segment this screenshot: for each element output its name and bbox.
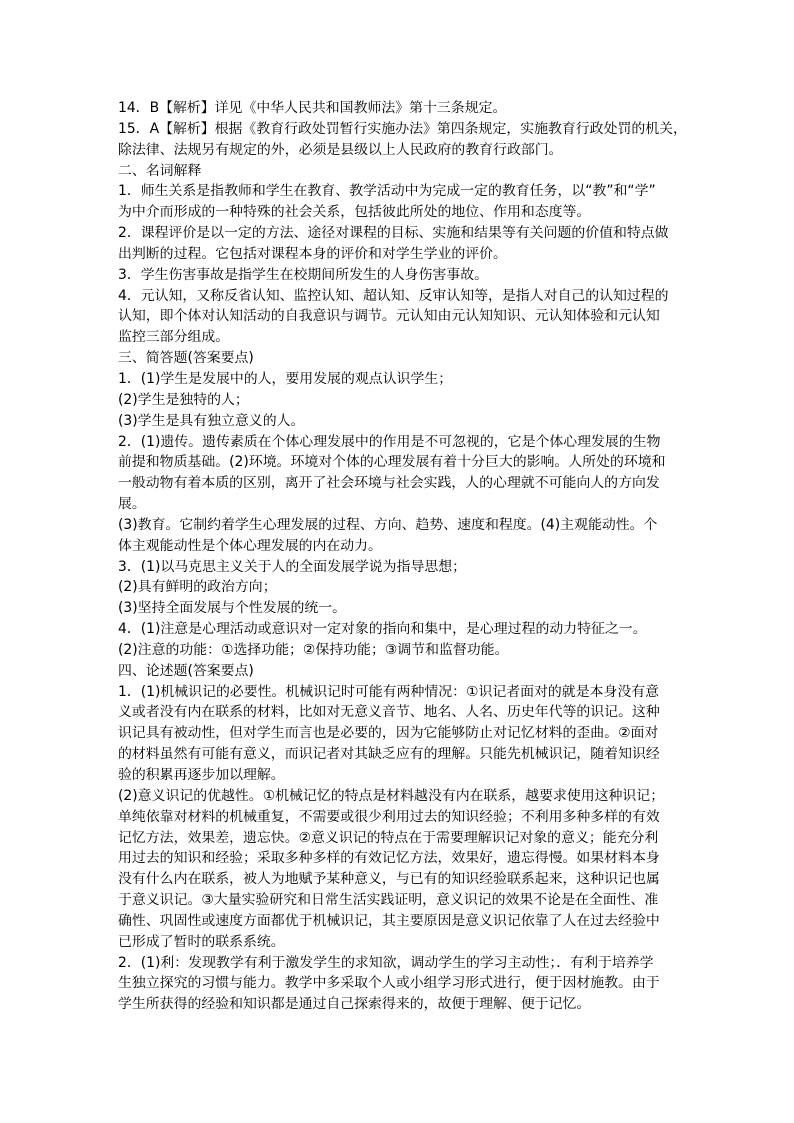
document-page <box>118 98 687 1036</box>
paragraph-line: 1．(1)机械识记的必要性。机械识记时可能有两种情况：①识记者面对的就是本身没有意 <box>118 683 660 700</box>
paragraph-line: (3)坚持全面发展与个性发展的统一。 <box>118 600 347 617</box>
paragraph-line: 单纯依靠对材料的机械重复，不需要或很少利用过去的知识经验；不利用多种多样的有效 <box>118 808 660 825</box>
paragraph-line: (2)具有鲜明的政治方向； <box>118 579 277 596</box>
paragraph-line: 1．师生关系是指教师和学生在教育、教学活动中为完成一定的教育任务，以“教”和“学” <box>118 183 656 200</box>
paragraph-line: 认知，即个体对认知活动的自我意识与调节。元认知由元认知知识、元认知体验和元认知 <box>118 308 660 325</box>
paragraph-line: (3)教育。它制约着学生心理发展的过程、方向、趋势、速度和程度。(4)主观能动性。个 <box>118 516 658 533</box>
paragraph-line: 一般动物有着本质的区别，离开了社会环境与社会实践，人的心理就不可能向人的方向发 <box>118 475 660 492</box>
answer-15-line-1: 15．A【解析】根据《教育行政处罚暂行实施办法》第四条规定，实施教育行政处罚的机关， <box>118 120 687 137</box>
paragraph-line: 识记具有被动性，但对学生而言也是必要的，因为它能够防止对记忆材料的歪曲。②面对 <box>118 725 659 742</box>
paragraph-line: 生独立探究的习惯与能力。教学中多采取个人或小组学习形式进行，便于因材施教。由于 <box>118 975 660 992</box>
section-heading-term-explanation: 二、名词解释 <box>118 162 202 179</box>
paragraph-line: 的材料虽然有可能有意义，而识记者对其缺乏应有的理解。只能先机械识记，随着知识经 <box>118 746 660 763</box>
paragraph-line: 为中介而形成的一种特殊的社会关系，包括彼此所处的地位、作用和态度等。 <box>118 204 591 221</box>
paragraph-line: 义或者没有内在联系的材料，比如对无意义音节、地名、人名、历史年代等的识记。这种 <box>118 704 660 721</box>
paragraph-line: 3．学生伤害事故是指学生在校期间所发生的人身伤害事故。 <box>118 266 488 283</box>
section-heading-essay: 四、论述题(答案要点) <box>118 662 254 679</box>
paragraph-line: 出判断的过程。它包括对课程本身的评价和对学生学业的评价。 <box>118 245 507 262</box>
answer-15-line-2: 除法律、法规另有规定的外，必须是县级以上人民政府的教育行政部门。 <box>118 141 563 158</box>
paragraph-line: 2．课程评价是以一定的方法、途径对课程的目标、实施和结果等有关问题的价值和特点做 <box>118 225 669 242</box>
paragraph-line: 1．(1)学生是发展中的人，要用发展的观点认识学生； <box>118 370 453 387</box>
paragraph-line: 监控三部分组成。 <box>118 329 230 346</box>
paragraph-line: (2)注意的功能：①选择功能；②保持功能；③调节和监督功能。 <box>118 641 509 658</box>
section-heading-short-answer: 三、简答题(答案要点) <box>118 350 254 367</box>
paragraph-line: 4．元认知，又称反省认知、监控认知、超认知、反审认知等，是指人对自己的认知过程的 <box>118 287 669 304</box>
paragraph-line: 学生所获得的经验和知识都是通过自己探索得来的，故便于理解、便于记忆。 <box>118 996 591 1013</box>
paragraph-line: 展。 <box>118 496 146 513</box>
paragraph-line: 用过去的知识和经验；采取多种多样的有效记忆方法，效果好，遗忘得慢。如果材料本身 <box>118 850 660 867</box>
paragraph-line: 2．(1)遗传。遗传素质在个体心理发展中的作用是不可忽视的，它是个体心理发展的生物 <box>118 433 661 450</box>
paragraph-line <box>118 1015 682 1036</box>
paragraph-line: 没有什么内在联系，被人为地赋予某种意义，与已有的知识经验联系起来，这种识记也属 <box>118 871 660 888</box>
paragraph-line: (3)学生是具有独立意义的人。 <box>118 412 305 429</box>
answer-14: 14．B【解析】详见《中华人民共和国教师法》第十三条规定。 <box>118 100 507 116</box>
paragraph-line: (2)意义识记的优越性。①机械记忆的特点是材料越没有内在联系，越要求使用这种识记； <box>118 787 665 804</box>
paragraph-line: 4．(1)注意是心理活动或意识对一定对象的指向和集中，是心理过程的动力特征之一。 <box>118 621 647 638</box>
paragraph-line: 记忆方法，效果差，遗忘快。②意义识记的特点在于需要理解识记对象的意义；能充分利 <box>118 829 659 846</box>
paragraph-line: 体主观能动性是个体心理发展的内在动力。 <box>118 537 382 554</box>
paragraph-line: 于意义识记。③大量实验研究和日常生活实践证明，意义识记的效果不论是在全面性、准 <box>118 892 659 909</box>
paragraph-line: 确性、巩固性或速度方面都优于机械识记，其主要原因是意义识记依靠了人在过去经验中 <box>118 912 660 929</box>
paragraph-line: 已形成了暂时的联系系统。 <box>118 933 285 950</box>
paragraph-line: 2．(1)利：发现教学有利于激发学生的求知欲，调动学生的学习主动性；．有利于培养学 <box>118 954 654 971</box>
paragraph-line: (2)学生是独特的人； <box>118 391 249 408</box>
paragraph-line: 验的积累再逐步加以理解。 <box>118 767 285 783</box>
paragraph-line: 前提和物质基础。(2)环境。环境对个体的心理发展有着十分巨大的影响。人所处的环境和 <box>118 454 666 471</box>
paragraph-line: 3．(1)以马克思主义关于人的全面发展学说为指导思想； <box>118 558 467 575</box>
